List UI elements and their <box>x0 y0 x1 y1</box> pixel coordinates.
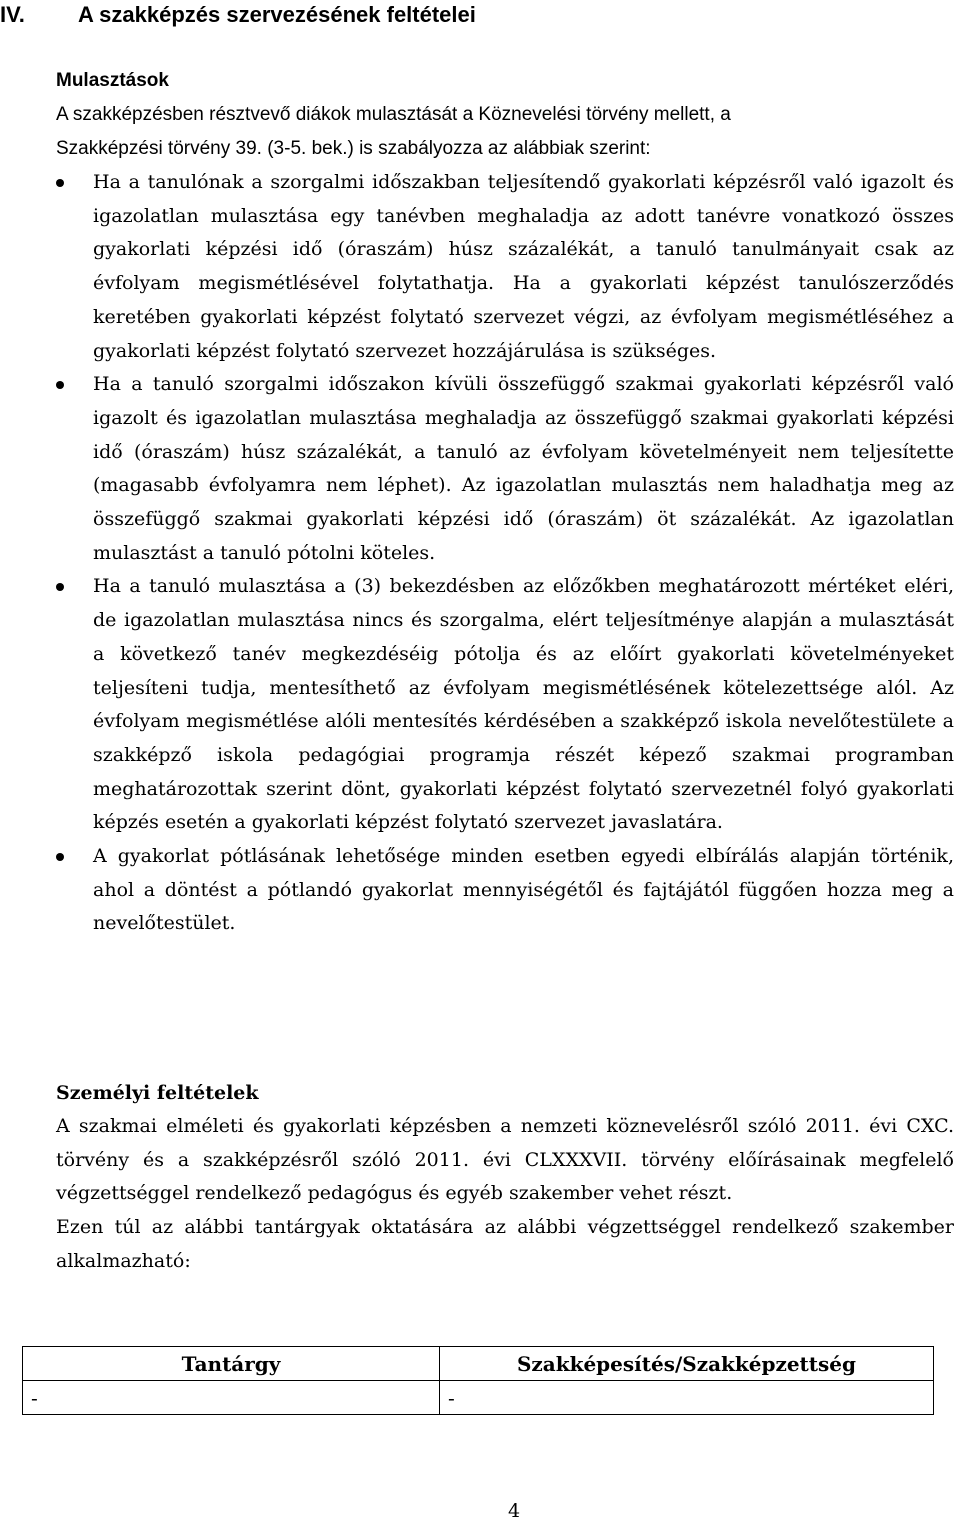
list-item: Ha a tanuló mulasztása a (3) bekezdésben az előzőkben meghatározott mértéket eléri, de igazolatlan mulasztása nincs és szorgalma, elért teljesítménye alapján a mulasztását a következő tanév megkezdéséig pótolja és az előírt gyakorlati követelményeket teljesíteni tudja, mentesíthető az évfolyam megismétlésének kötelezettsége alól. Az évfolyam megismétlése alóli mentesítés kérdésében a szakképző iskola nevelőtestülete a szakképző iskola pedagógiai programja részét képező szakmai programban meghatározottak szerint dönt, gyakorlati képzést folytató szervezetnél folyó gyakorlati képzés esetén a gyakorlati képzést folytató szervezet javaslatára. <box>56 570 954 840</box>
section-number: IV. <box>0 2 25 27</box>
absence-rules-list <box>56 166 954 941</box>
personnel-title: Személyi feltételek <box>56 1082 259 1104</box>
absence-intro-line1: A szakképzésben résztvevő diákok mulasztását a Köznevelési törvény mellett, a <box>56 104 731 125</box>
table-cell: - <box>23 1381 440 1415</box>
table-cell: - <box>440 1381 934 1415</box>
subject-qualification-table <box>22 1346 934 1415</box>
list-item: Ha a tanuló szorgalmi időszakon kívüli összefüggő szakmai gyakorlati képzésről való igazolt és igazolatlan mulasztása meghaladja az összefüggő szakmai gyakorlati képzési idő (óraszám) húsz százalékát, a tanuló az évfolyam követelményeit nem teljesítette (magasabb évfolyamra nem léphet). Az igazolatlan mulasztás nem haladhatja meg az összefüggő szakmai gyakorlati képzési idő (óraszám) öt százalékát. Az igazolatlan mulasztást a tanuló pótolni köteles. <box>56 368 954 570</box>
absence-title: Mulasztások <box>56 70 169 91</box>
personnel-paragraph-2: Ezen túl az alábbi tantárgyak oktatására az alábbi végzettséggel rendelkező szakember alkalmazható: <box>56 1216 954 1272</box>
absence-intro-line2: Szakképzési törvény 39. (3-5. bek.) is szabályozza az alábbiak szerint: <box>56 137 651 159</box>
table-row <box>23 1381 934 1415</box>
list-item: Ha a tanulónak a szorgalmi időszakban teljesítendő gyakorlati képzésről való igazolt és igazolatlan mulasztása egy tanévben meghaladja az adott tanévre vonatkozó összes gyakorlati képzési idő (óraszám) húsz százalékát, a tanuló tanulmányait csak az évfolyam megismétlésével folytathatja. Ha a gyakorlati képzést tanulószerződés keretében gyakorlati képzést folytató szervezet végzi, az évfolyam megismétléséhez a gyakorlati képzést folytató szervezet hozzájárulása is szükséges. <box>56 166 954 368</box>
personnel-section <box>56 1076 954 1279</box>
section-title: A szakképzés szervezésének feltételei <box>78 2 476 27</box>
column-header-qualification: Szakképesítés/Szakképzettség <box>440 1347 934 1381</box>
column-header-subject: Tantárgy <box>23 1347 440 1381</box>
list-item: A gyakorlat pótlásának lehetősége minden esetben egyedi elbírálás alapján történik, ahol a döntést a pótlandó gyakorlat mennyiségétől és fajtájától függően hozza meg a nevelőtestület. <box>56 840 954 941</box>
absence-section <box>56 64 954 165</box>
table-header-row <box>23 1347 934 1381</box>
personnel-paragraph-1: A szakmai elméleti és gyakorlati képzésben a nemzeti köznevelésről szóló 2011. évi CXC. törvény és a szakképzésről szóló 2011. évi CLXXXVII. törvény előírásainak megfelelő végzettséggel rendelkező pedagógus és egyéb szakember vehet részt. <box>56 1115 954 1205</box>
page-number: 4 <box>507 1500 521 1522</box>
section-heading <box>0 0 476 30</box>
